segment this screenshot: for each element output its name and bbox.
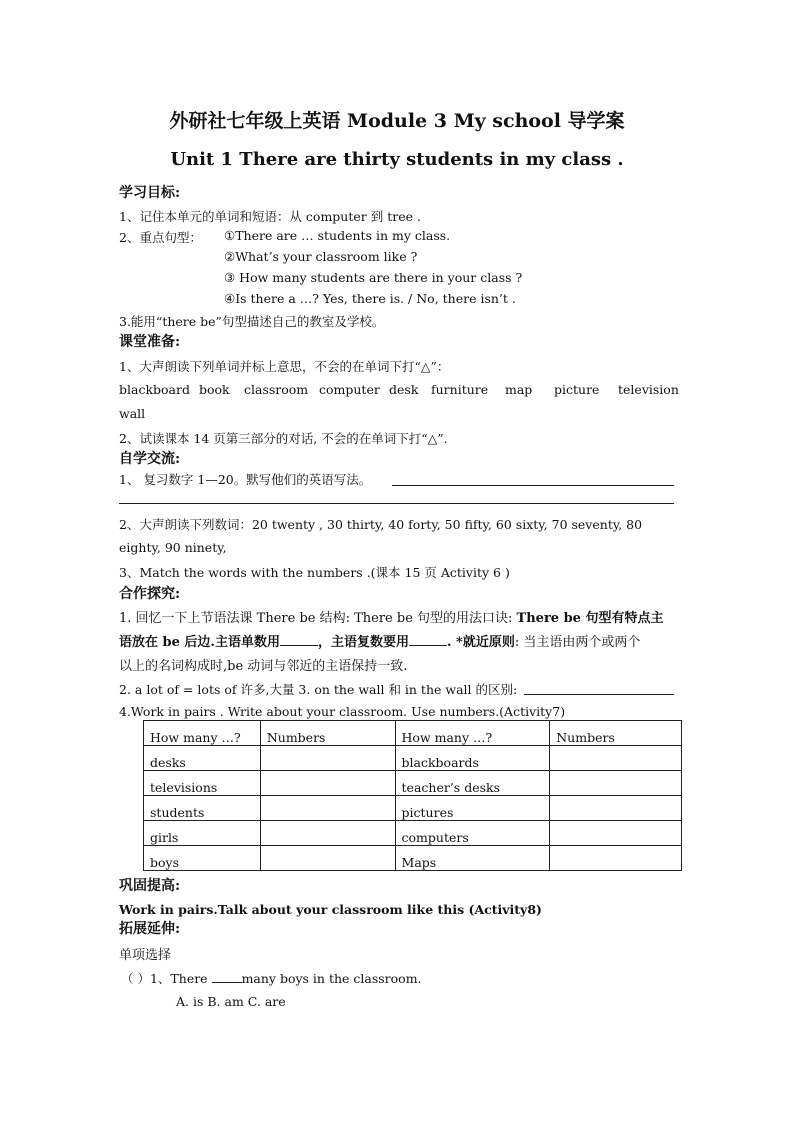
number-input-cell[interactable] <box>260 796 395 821</box>
coop-item-1-rule: There be 句型有特点主 <box>516 611 664 626</box>
goal-2-pattern-b: ②What’s your classroom like ? <box>224 249 418 264</box>
answer-line[interactable] <box>119 503 674 504</box>
table-cell: teacher’s desks <box>395 771 550 796</box>
goal-2-pattern-d: ④Is there a …? Yes, there is. / No, there isn’t . <box>224 291 516 306</box>
number-input-cell[interactable] <box>260 746 395 771</box>
coop-item-2: 2. a lot of = lots of 许多,大量 3. on the wall 和 in the wall 的区别: <box>119 682 518 697</box>
goal-1: 1、记住本单元的单词和短语：从 computer 到 tree . <box>119 209 421 224</box>
section-prep: 课堂准备: <box>119 334 181 350</box>
number-input-cell[interactable] <box>550 796 682 821</box>
table-header-cell: How many …? <box>395 721 550 746</box>
table-cell: blackboards <box>395 746 550 771</box>
table-header-row <box>144 721 682 746</box>
table-cell: girls <box>144 821 261 846</box>
section-extend: 拓展延伸: <box>119 921 181 937</box>
vocab-word: desk <box>389 382 419 397</box>
section-consolidate: 巩固提高: <box>119 878 181 894</box>
classroom-count-table <box>143 720 682 871</box>
table-cell: desks <box>144 746 261 771</box>
self-task-3: 3、Match the words with the numbers .(课本 15 页 Activity 6 ) <box>119 565 510 580</box>
answer-line[interactable] <box>524 694 674 695</box>
section-goals: 学习目标: <box>119 185 181 201</box>
extend-label: 单项选择 <box>119 948 172 963</box>
rule-singular-text: 语放在 be 后边.主语单数用 <box>119 635 280 650</box>
vocab-word: picture <box>554 382 600 397</box>
table-cell: computers <box>395 821 550 846</box>
self-task-1: 1、 复习数字 1—20。默写他们的英语写法。 <box>119 472 372 487</box>
section-self-study: 自学交流: <box>119 451 181 467</box>
fill-blank[interactable] <box>212 970 242 983</box>
vocab-word: map <box>505 382 533 397</box>
table-row <box>144 796 682 821</box>
page-title: 外研社七年级上英语 Module 3 My school 导学案 <box>169 110 625 132</box>
number-input-cell[interactable] <box>260 821 395 846</box>
proximity-rule-text: : 当主语由两个或两个 <box>514 635 641 650</box>
vocab-word: classroom <box>244 382 309 397</box>
vocab-word: book <box>199 382 230 397</box>
proximity-rule-label: . *就近原则 <box>446 635 515 650</box>
fill-blank[interactable] <box>280 633 318 646</box>
prep-instruction-2: 2、试读课本 14 页第三部分的对话, 不会的在单词下打“△”. <box>119 431 448 446</box>
unit-title: Unit 1 There are thirty students in my class . <box>170 149 624 170</box>
table-cell: televisions <box>144 771 261 796</box>
section-cooperation: 合作探究: <box>119 586 181 602</box>
coop-item-4: 4.Work in pairs . Write about your classroom. Use numbers.(Activity7) <box>119 704 566 719</box>
vocab-word: wall <box>119 406 146 421</box>
table-row <box>144 746 682 771</box>
table-cell: students <box>144 796 261 821</box>
number-input-cell[interactable] <box>260 846 395 871</box>
coop-item-1-rule-cont <box>119 631 640 650</box>
prep-instruction-1: 1、大声朗读下列单词并标上意思，不会的在单词下打“△”： <box>119 359 450 374</box>
goal-2-label: 2、重点句型： <box>119 230 202 245</box>
goal-2-pattern-a: ①There are … students in my class. <box>224 228 451 243</box>
consolidate-task: Work in pairs.Talk about your classroom like this (Activity8) <box>119 902 542 917</box>
fill-blank[interactable] <box>409 633 447 646</box>
number-input-cell[interactable] <box>550 846 682 871</box>
table-header-cell: Numbers <box>550 721 682 746</box>
vocab-word: furniture <box>431 382 489 397</box>
table-header-cell: How many …? <box>144 721 261 746</box>
coop-item-1 <box>119 607 663 626</box>
goal-3: 3.能用“there be”句型描述自己的教室及学校。 <box>119 314 385 329</box>
rule-plural-text: ，主语复数要用 <box>317 635 409 650</box>
vocab-word: television <box>618 382 679 397</box>
table-row <box>144 846 682 871</box>
number-input-cell[interactable] <box>550 771 682 796</box>
number-input-cell[interactable] <box>550 821 682 846</box>
table-cell: boys <box>144 846 261 871</box>
coop-item-1-note: 以上的名词构成时,be 动词与邻近的主语保持一致. <box>119 659 408 674</box>
table-cell: pictures <box>395 796 550 821</box>
self-task-2-cont: eighty, 90 ninety, <box>119 540 227 555</box>
number-input-cell[interactable] <box>260 771 395 796</box>
question-1 <box>121 969 422 987</box>
table-row <box>144 771 682 796</box>
question-1-rest: many boys in the classroom. <box>241 971 422 986</box>
vocab-word: blackboard <box>119 382 190 397</box>
question-1-options: A. is B. am C. are <box>176 994 286 1009</box>
number-input-cell[interactable] <box>550 746 682 771</box>
goal-2-pattern-c: ③ How many students are there in your class ? <box>224 270 523 285</box>
question-1-stem: （ ）1、There <box>121 971 212 986</box>
table-cell: Maps <box>395 846 550 871</box>
vocab-word: computer <box>319 382 380 397</box>
answer-line[interactable] <box>392 485 674 486</box>
coop-item-1-text: 1. 回忆一下上节语法课 There be 结构: There be 句型的用法口诀: <box>119 611 517 626</box>
self-task-2: 2、大声朗读下列数词：20 twenty , 30 thirty, 40 forty, 50 fifty, 60 sixty, 70 seventy, 80 <box>119 517 643 532</box>
table-row <box>144 821 682 846</box>
table-header-cell: Numbers <box>260 721 395 746</box>
